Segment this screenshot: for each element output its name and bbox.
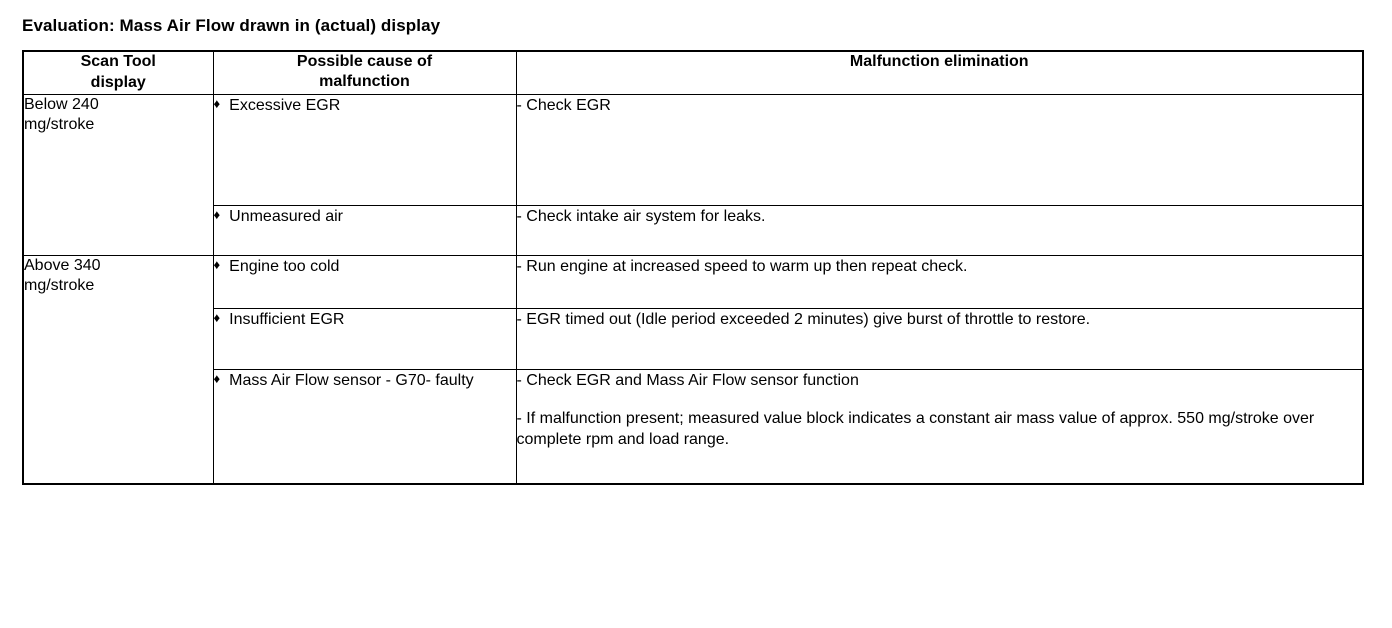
- fix-cell-unmeasured-air: [516, 205, 1363, 255]
- fix-line: - Check EGR and Mass Air Flow sensor function: [516, 371, 859, 389]
- fix-line: - EGR timed out (Idle period exceeded 2 minutes) give burst of throttle to restore.: [516, 310, 1091, 328]
- cause-text: Engine too cold: [229, 257, 340, 275]
- scan-display-line2: mg/stroke: [24, 116, 95, 134]
- column-header-possible-cause-line2: malfunction: [319, 73, 410, 91]
- diamond-bullet-icon: ♦: [213, 206, 221, 222]
- cause-cell-engine-too-cold: [213, 255, 516, 308]
- table-row: [23, 94, 1363, 205]
- column-header-possible-cause: [213, 51, 516, 94]
- cause-cell-insufficient-egr: [213, 308, 516, 369]
- scan-display-line2: mg/stroke: [24, 277, 95, 295]
- table-header: [23, 51, 1363, 94]
- cause-cell-unmeasured-air: [213, 205, 516, 255]
- scan-display-line1: Below 240: [24, 95, 99, 113]
- diamond-bullet-icon: ♦: [213, 95, 221, 111]
- table-header-row: [23, 51, 1363, 94]
- page-title: Evaluation: Mass Air Flow drawn in (actual) display: [22, 16, 441, 35]
- fix-line: - If malfunction present; measured value block indicates a constant air mass value of approx. 550 mg/stroke over complete rpm and load range.: [516, 410, 1315, 449]
- fix-cell-excessive-egr: [516, 94, 1363, 205]
- scan-tool-display-above-340: [23, 255, 213, 484]
- column-header-malfunction-elimination: Malfunction elimination: [516, 51, 1363, 94]
- diamond-bullet-icon: ♦: [213, 309, 221, 325]
- cause-cell-mass-air-flow-sensor-faulty: [213, 369, 516, 484]
- scan-display-line1: Above 340: [24, 256, 101, 274]
- column-header-possible-cause-line1: Possible cause of: [296, 53, 433, 70]
- evaluation-table: [22, 50, 1364, 485]
- table-row: [23, 308, 1363, 369]
- fix-line: - Check EGR: [516, 96, 611, 114]
- cause-text: Mass Air Flow sensor - G70- faulty: [229, 371, 474, 389]
- scan-tool-display-below-240: [23, 94, 213, 255]
- fix-cell-mass-air-flow-sensor-faulty: [516, 369, 1363, 484]
- cause-cell-excessive-egr: [213, 94, 516, 205]
- fix-line: - Run engine at increased speed to warm up then repeat check.: [516, 257, 968, 275]
- diamond-bullet-icon: ♦: [213, 256, 221, 272]
- table-row: [23, 369, 1363, 484]
- column-header-scan-tool-display: [23, 51, 213, 94]
- table-body: [23, 94, 1363, 484]
- cause-text: Unmeasured air: [229, 207, 343, 225]
- cause-text: Insufficient EGR: [229, 310, 345, 328]
- column-header-scan-tool-display-line1: Scan Tool: [80, 53, 156, 70]
- table-row: [23, 205, 1363, 255]
- column-header-scan-tool-display-line2: display: [90, 73, 146, 91]
- fix-cell-engine-too-cold: [516, 255, 1363, 308]
- fix-cell-insufficient-egr: [516, 308, 1363, 369]
- fix-line: - Check intake air system for leaks.: [516, 207, 766, 225]
- diamond-bullet-icon: ♦: [213, 370, 221, 386]
- cause-text: Excessive EGR: [229, 96, 341, 114]
- table-row: [23, 255, 1363, 308]
